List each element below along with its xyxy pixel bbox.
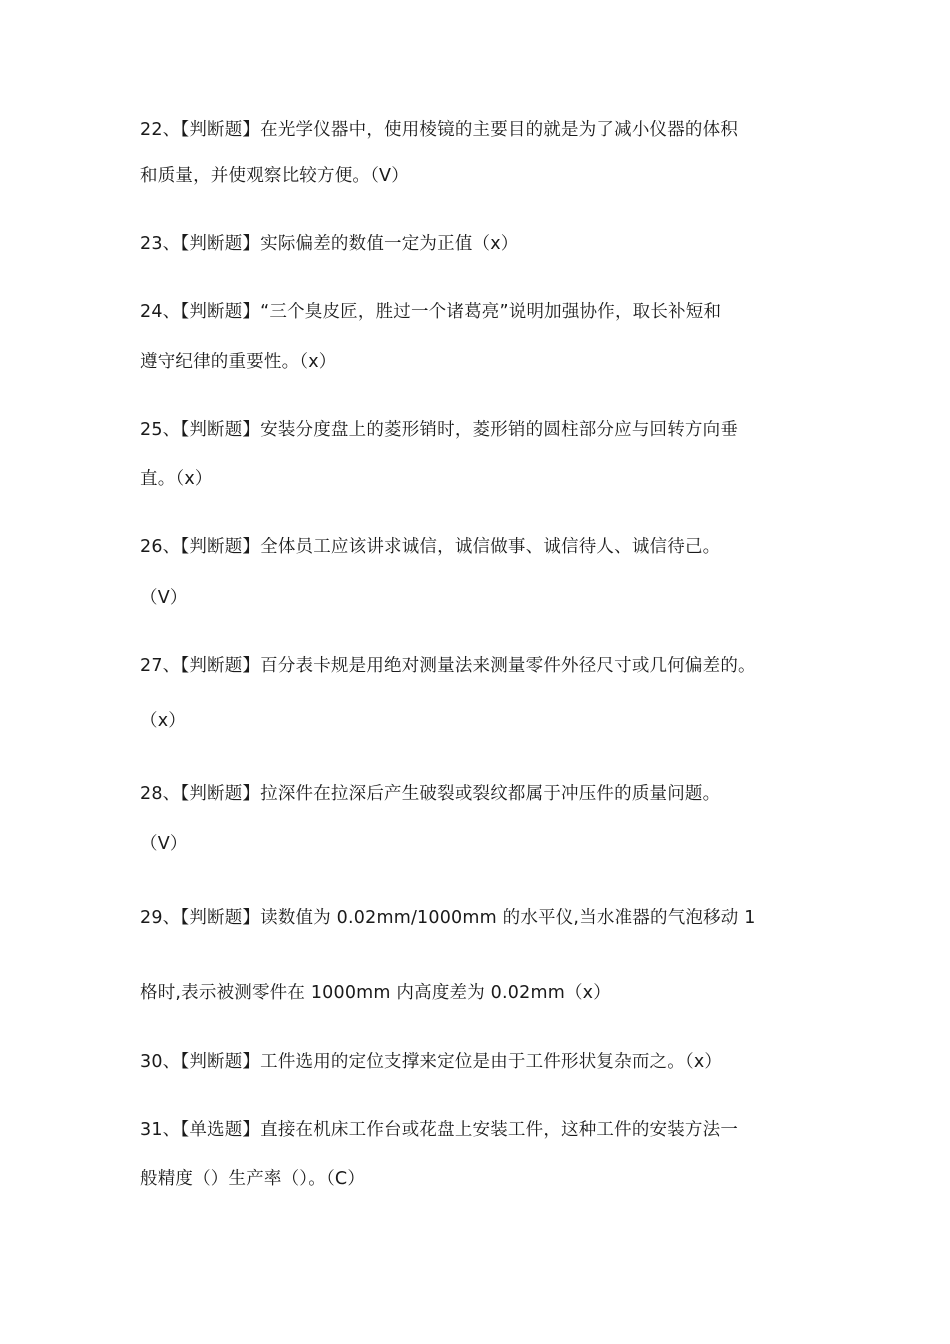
question-26-line-2: （V） <box>140 588 188 608</box>
question-31-line-1: 31、【单选题】直接在机床工作台或花盘上安装工件，这种工件的安装方法一 <box>140 1120 739 1140</box>
question-29-line-2: 格时,表示被测零件在 1000mm 内高度差为 0.02mm（x） <box>140 983 611 1003</box>
question-30-line-1: 30、【判断题】工件选用的定位支撑来定位是由于工件形状复杂而之。（x） <box>140 1052 723 1072</box>
question-28-line-2: （V） <box>140 834 188 854</box>
question-31-line-2: 般精度（）生产率（）。（C） <box>140 1169 366 1189</box>
question-28-line-1: 28、【判断题】拉深件在拉深后产生破裂或裂纹都属于冲压件的质量问题。 <box>140 784 721 804</box>
question-24-line-1: 24、【判断题】“三个臭皮匠，胜过一个诸葛亮”说明加强协作，取长补短和 <box>140 302 722 322</box>
question-29-line-1: 29、【判断题】读数值为 0.02mm/1000mm 的水平仪,当水准器的气泡移动 1 <box>140 908 756 928</box>
question-26-line-1: 26、【判断题】全体员工应该讲求诚信，诚信做事、诚信待人、诚信待己。 <box>140 537 721 557</box>
question-24-line-2: 遵守纪律的重要性。（x） <box>140 352 337 372</box>
question-22-line-2: 和质量，并使观察比较方便。（V） <box>140 166 409 186</box>
question-27-line-1: 27、【判断题】百分表卡规是用绝对测量法来测量零件外径尺寸或几何偏差的。 <box>140 656 756 676</box>
question-25-line-2: 直。（x） <box>140 469 213 489</box>
question-25-line-1: 25、【判断题】安装分度盘上的菱形销时，菱形销的圆柱部分应与回转方向垂 <box>140 420 739 440</box>
question-23-line-1: 23、【判断题】实际偏差的数值一定为正值（x） <box>140 234 519 254</box>
question-27-line-2: （x） <box>140 711 186 731</box>
question-22-line-1: 22、【判断题】在光学仪器中，使用棱镜的主要目的就是为了减小仪器的体积 <box>140 120 739 140</box>
